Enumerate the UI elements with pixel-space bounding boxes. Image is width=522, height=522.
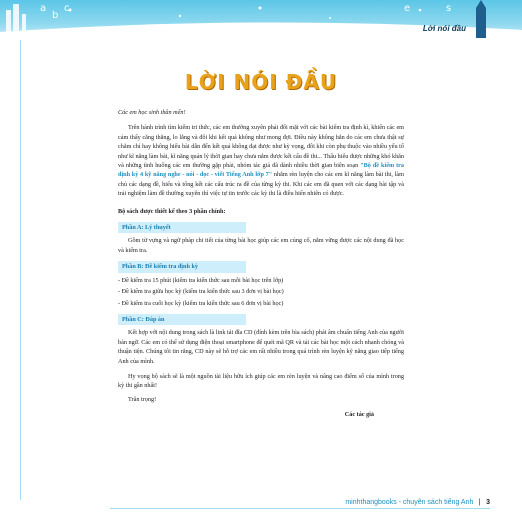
part-c-heading: Phần C: Đáp án: [118, 314, 246, 325]
header-letter: s: [446, 3, 452, 14]
footer-text: minhthangbooks - chuyên sách tiếng Anh: [345, 499, 474, 506]
page-footer: [345, 499, 490, 506]
list-item: - Đề kiểm tra 15 phút (kiểm tra kiến thức sau mỗi bài học trên lớp): [118, 276, 284, 284]
intro-paragraph: [118, 123, 404, 198]
design-title: Bộ sách được thiết kế theo 3 phần chính:: [118, 207, 226, 215]
intro-text-2: nhằm rèn luyện cho các em kĩ năng làm bài thi, làm chủ các dạng đề, hiểu và tổng kết các cấu trúc ra đề của từng kỳ thi. Khi các em đã quen với các dạng bài tập và trải nghiệm làm đề thường xuyên thì việc tự tin trước các kỳ thi là điều hiển nhiên có được.: [118, 171, 404, 198]
part-b-heading: Phần B: Đề kiểm tra định kỳ: [118, 261, 246, 272]
header-letter: e: [404, 3, 411, 14]
page-title: LỜI NÓI ĐẦU: [184, 70, 338, 94]
footer-separator: |: [478, 499, 481, 506]
margin-line: [20, 40, 21, 500]
page-number: 3: [486, 499, 490, 506]
signature: Các tác giả: [344, 411, 374, 419]
footer-divider: [110, 508, 490, 509]
closing-paragraph: Hy vọng bộ sách sẽ là một nguồn tài liệu hữu ích giúp các em rèn luyện và nâng cao điểm số của mình trong kỳ thi gần nhất!: [118, 372, 404, 390]
body-text: [118, 108, 404, 420]
header-decoration: [0, 0, 522, 40]
section-label: Lời nói đầu: [422, 24, 466, 33]
intro-text-1: Trên hành trình tìm kiếm tri thức, các em thường xuyên phải đối mặt với các bài kiểm tra định kì, khiến các em cảm thấy căng thẳng, lo lắng và đôi khi kết quả không như mong đợi. Điều này không hẳn do các em chưa thật sự chăm chỉ hay không hiểu bài dẫn đến kết quả không đạt được như kỳ vọng, đôi khi còn phụ thuộc vào nhiều yếu tố như kĩ năng làm bài, kĩ năng quản lý thời gian hay chưa nắm được kết cấu đề thi... Thấu hiểu được những khó khăn và những tình huống các em thường gặp phải, nhóm tác giả đã dành nhiều thời gian biên soạn: [118, 124, 404, 170]
list-item: - Đề kiểm tra giữa học kỳ (kiểm tra kiến thức sau 3 đơn vị bài học): [118, 288, 284, 296]
list-item: - Đề kiểm tra cuối học kỳ (kiểm tra kiến thức sau 6 đơn vị bài học): [118, 299, 284, 307]
header-letter: c: [64, 3, 70, 14]
book-title: "Bộ đề kiểm tra định kỳ 4 kỹ năng nghe - nói - đọc - viết Tiếng Anh lớp 7": [118, 162, 405, 179]
part-c-text: Kết hợp với nội dung trong sách là link tải đĩa CD (đính kèm trên bìa sách) phát âm chuẩn tiếng Anh của người bản ngữ. Các em có thể sử dụng điện thoại smartphone để quét mã QR và tải các bài học một cách nhanh chóng và thuận tiện. Chúng tôi tin rằng, CD này sẽ hỗ trợ các em rất nhiều trong quá trình rèn luyện kỹ năng giao tiếp tiếng Anh của mình.: [118, 329, 404, 365]
header-banner: [0, 0, 522, 40]
greeting: Các em học sinh thân mến!: [118, 109, 186, 116]
header-letter: b: [52, 10, 59, 21]
header-letter: a: [40, 3, 47, 14]
part-a-text: Gồm từ vựng và ngữ pháp chi tiết của từng bài học giúp các em củng cố, nắm vững được các nội dung đã học và kiểm tra.: [118, 237, 404, 254]
part-a-heading: Phần A: Lý thuyết: [118, 222, 246, 233]
regards: Trân trọng!: [128, 395, 157, 403]
